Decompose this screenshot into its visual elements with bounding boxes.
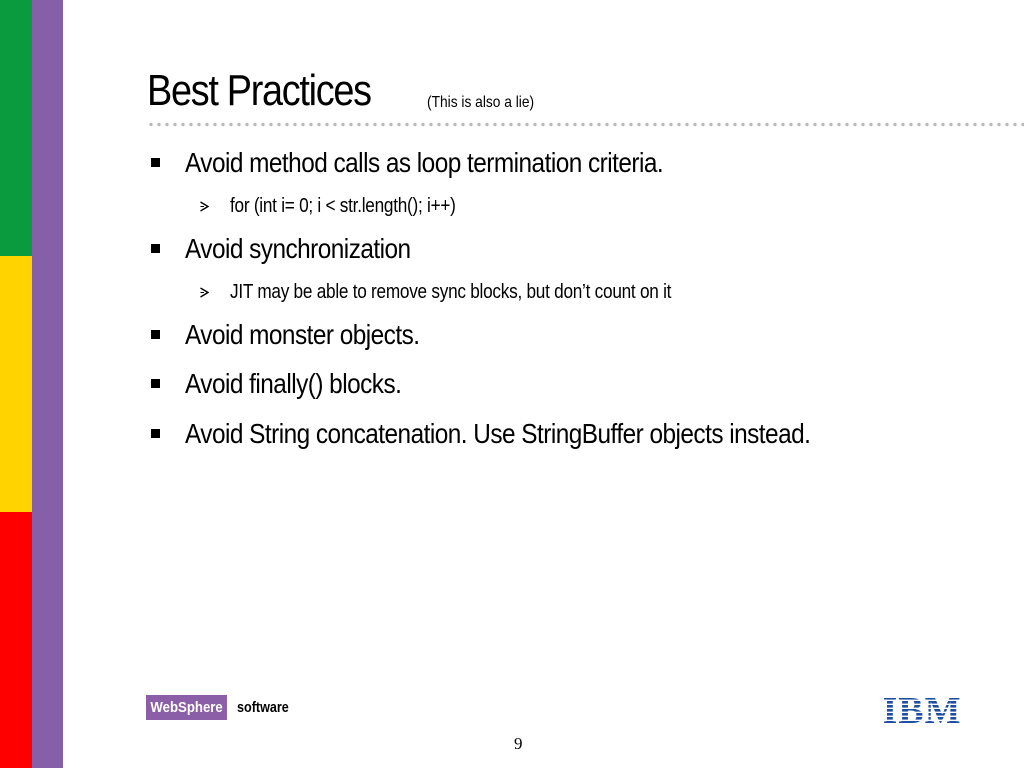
square-bullet-icon xyxy=(151,158,160,167)
arrowhead-bullet-icon xyxy=(199,197,210,217)
software-label: software xyxy=(237,699,289,716)
page-number: 9 xyxy=(514,734,523,753)
bullet-text: Avoid finally() blocks. xyxy=(185,368,402,399)
arrowhead-bullet-icon xyxy=(199,283,210,303)
sub-bullet-text: for (int i= 0; i < str.length(); i++) xyxy=(230,195,456,217)
slide-title: Best Practices xyxy=(147,66,371,115)
bullet-text: Avoid synchronization xyxy=(185,233,411,264)
square-bullet-icon xyxy=(151,330,160,339)
bullet-text: Avoid String concatenation. Use StringBuffer objects instead. xyxy=(185,418,811,449)
websphere-badge: WebSphere xyxy=(146,695,227,720)
ibm-logo-text: IBM xyxy=(884,693,960,725)
ibm-logo xyxy=(884,693,960,725)
sub-bullet-text: JIT may be able to remove sync blocks, but don’t count on it xyxy=(230,281,672,303)
square-bullet-icon xyxy=(151,244,160,253)
square-bullet-icon xyxy=(151,429,160,438)
bullet-text: Avoid monster objects. xyxy=(185,319,420,350)
bullet-text: Avoid method calls as loop termination criteria. xyxy=(185,147,664,178)
slide-subtitle: (This is also a lie) xyxy=(427,94,535,111)
square-bullet-icon xyxy=(151,379,160,388)
